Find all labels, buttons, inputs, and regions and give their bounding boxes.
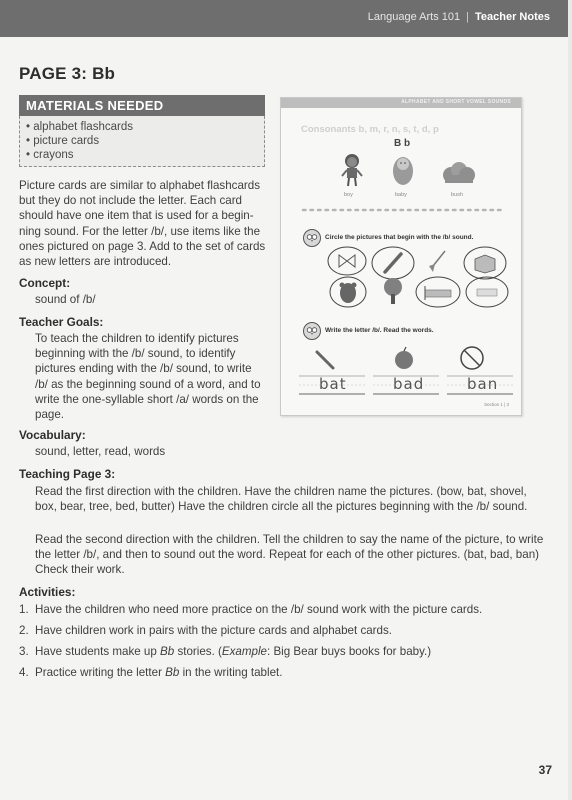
teacher-goals-text: To teach the children to identify pictures beginning with the /b/ sound, to identify pictures ending with the /b/ sound, to write /b/ as the beginning sound of a word, and to write the one-syllable short /a/ words on the page. [35, 332, 261, 422]
practice-word: ban [467, 375, 499, 393]
section-name: Teacher Notes [475, 11, 550, 23]
activity-item: Have children work in pairs with the picture cards and alphabet cards. [35, 624, 393, 637]
boy-picture [339, 153, 365, 187]
activity-number: 3. [19, 645, 29, 658]
teaching-label: Teaching Page 3: [19, 467, 116, 481]
apple-picture [393, 346, 415, 370]
concept-label: Concept: [19, 276, 71, 290]
materials-box [19, 95, 265, 167]
picture-caption: baby [395, 192, 407, 198]
tree-picture [377, 276, 409, 308]
student-page-footer: Section 1 | 3 [484, 402, 509, 407]
activity-item: Have students make up Bb stories. (Example: Big Bear buys books for baby.) [35, 645, 432, 658]
header-bar [0, 0, 568, 37]
direction-1: Circle the pictures that begin with the /b/ sound. [325, 234, 474, 241]
activity-number: 4. [19, 666, 29, 679]
materials-item: • alphabet flashcards [26, 121, 133, 133]
teaching-paragraph-1: Read the first direction with the children. Have the children name the pictures. (bow, bat, shovel, box, bear, tree, bed, butter) Have the children circle all the pictures beginning with the /b/ sound. [35, 485, 528, 514]
header-separator: | [466, 11, 469, 23]
vocabulary-label: Vocabulary: [19, 428, 86, 442]
teaching-paragraph-2: Read the second direction with the children. Tell the children to say the name of the picture, to write the letter /b/, and then to sound out the word. Repeat for each of the other pictures. (bat, bad, ban) Check their work. [35, 533, 544, 577]
ban-sign-picture [459, 345, 485, 371]
materials-item: • crayons [26, 149, 74, 161]
picture-caption: bush [451, 192, 463, 198]
student-page-title: Consonants b, m, r, n, s, t, d, p [301, 124, 439, 135]
practice-word: bat [319, 375, 347, 393]
materials-item: • picture cards [26, 135, 100, 147]
intro-paragraph: Picture cards are similar to alphabet flashcards but they do not include the letter. Each card should have one item that is used for a begin-ning sound. For the letter /b/, use items like the ones pictured on page 3. Add to the set of cards as new letters are introduced. [19, 179, 266, 269]
page-title: PAGE 3: Bb [19, 64, 116, 83]
vocabulary-text: sound, letter, read, words [35, 445, 166, 458]
box-picture [463, 246, 507, 280]
dotted-divider [303, 208, 503, 212]
activities-label: Activities: [19, 585, 76, 599]
course-name: Language Arts 101 [367, 11, 461, 23]
running-header [368, 11, 550, 23]
butter-picture [465, 276, 509, 308]
student-page-header-text: ALPHABET AND SHORT VOWEL SOUNDS [401, 99, 511, 105]
activity-number: 2. [19, 624, 29, 637]
owl-icon [303, 229, 321, 247]
activity-item: Practice writing the letter Bb in the writing tablet. [35, 666, 283, 679]
student-page-letter: B b [394, 138, 411, 149]
baby-picture [391, 154, 415, 186]
bat-picture [371, 246, 415, 280]
shovel-picture [425, 248, 451, 274]
student-page-thumbnail [280, 97, 522, 416]
materials-heading: MATERIALS NEEDED [19, 95, 265, 116]
bed-picture [415, 276, 461, 308]
concept-text: sound of /b/ [35, 293, 96, 306]
direction-2: Write the letter /b/. Read the words. [325, 327, 434, 334]
picture-caption: boy [344, 192, 353, 198]
materials-list [19, 116, 265, 167]
page-number: 37 [538, 763, 552, 777]
practice-word: bad [393, 375, 425, 393]
teacher-goals-label: Teacher Goals: [19, 315, 104, 329]
bow-picture [327, 246, 367, 276]
student-page-header-bar [281, 98, 521, 108]
activity-number: 1. [19, 603, 29, 616]
activity-item: Have the children who need more practice on the /b/ sound work with the picture cards. [35, 603, 483, 616]
bush-picture [441, 161, 477, 185]
bear-picture [329, 276, 367, 308]
owl-icon [303, 322, 321, 340]
bat-picture [313, 348, 337, 372]
